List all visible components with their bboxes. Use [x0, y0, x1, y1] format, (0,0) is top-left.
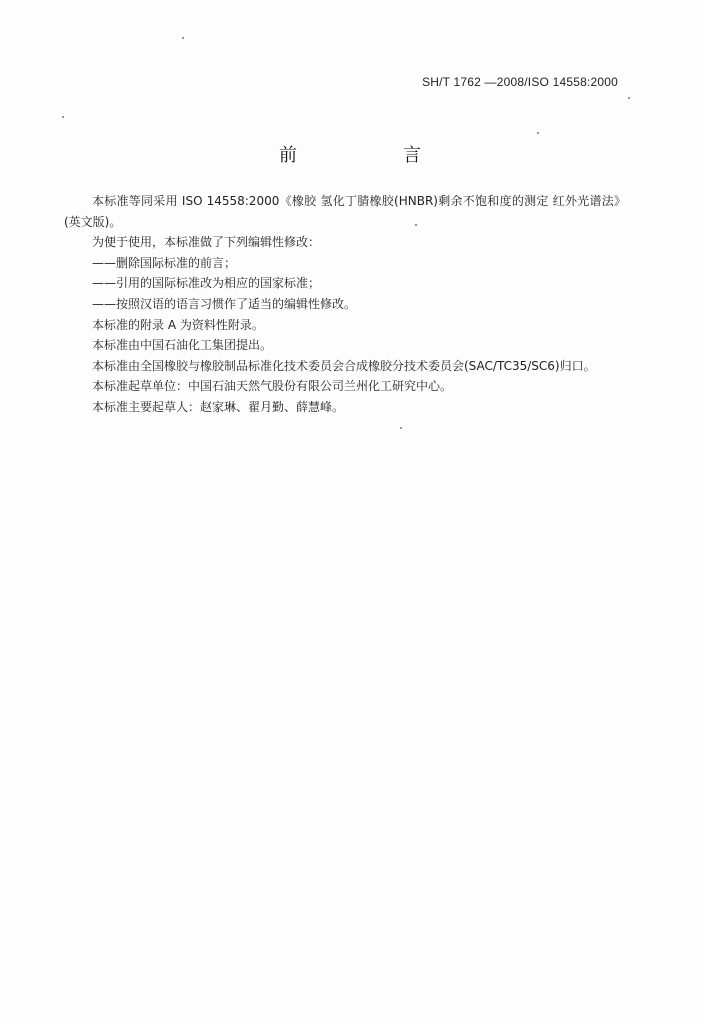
scan-speck: [415, 224, 417, 226]
paragraph-edit-intro: 为便于使用，本标准做了下列编辑性修改：: [92, 235, 321, 250]
paragraph-adoption: 本标准等同采用 ISO 14558:2000《橡胶 氢化丁腈橡胶(HNBR)剩余不饱和度的测定 红外光谱法》(英文版)。: [64, 194, 626, 229]
scan-speck: [62, 116, 64, 118]
paragraph-committee: 本标准由全国橡胶与橡胶制品标准化技术委员会合成橡胶分技术委员会(SAC/TC35/SC6)归口。: [92, 358, 596, 373]
paragraph-proposer: 本标准由中国石油化工集团提出。: [92, 338, 273, 353]
scan-speck: [537, 132, 539, 134]
scan-speck: [182, 37, 184, 39]
scan-speck: [628, 97, 630, 99]
page-title: 前 言: [279, 145, 465, 166]
list-item: ——删除国际标准的前言；: [92, 255, 237, 270]
standard-code: SH/T 1762 —2008/ISO 14558:2000: [422, 75, 618, 89]
scan-speck: [400, 427, 402, 429]
list-item: ——引用的国际标准改为相应的国家标准；: [92, 276, 321, 291]
paragraph-drafting-unit: 本标准起草单位：中国石油天然气股份有限公司兰州化工研究中心。: [92, 379, 453, 394]
foreword-body: [64, 191, 626, 418]
paragraph-drafters: 本标准主要起草人：赵家琳、翟月勤、薛慧峰。: [92, 399, 345, 414]
paragraph-appendix: 本标准的附录 A 为资料性附录。: [92, 317, 264, 332]
list-item: ——按照汉语的语言习惯作了适当的编辑性修改。: [92, 296, 357, 311]
